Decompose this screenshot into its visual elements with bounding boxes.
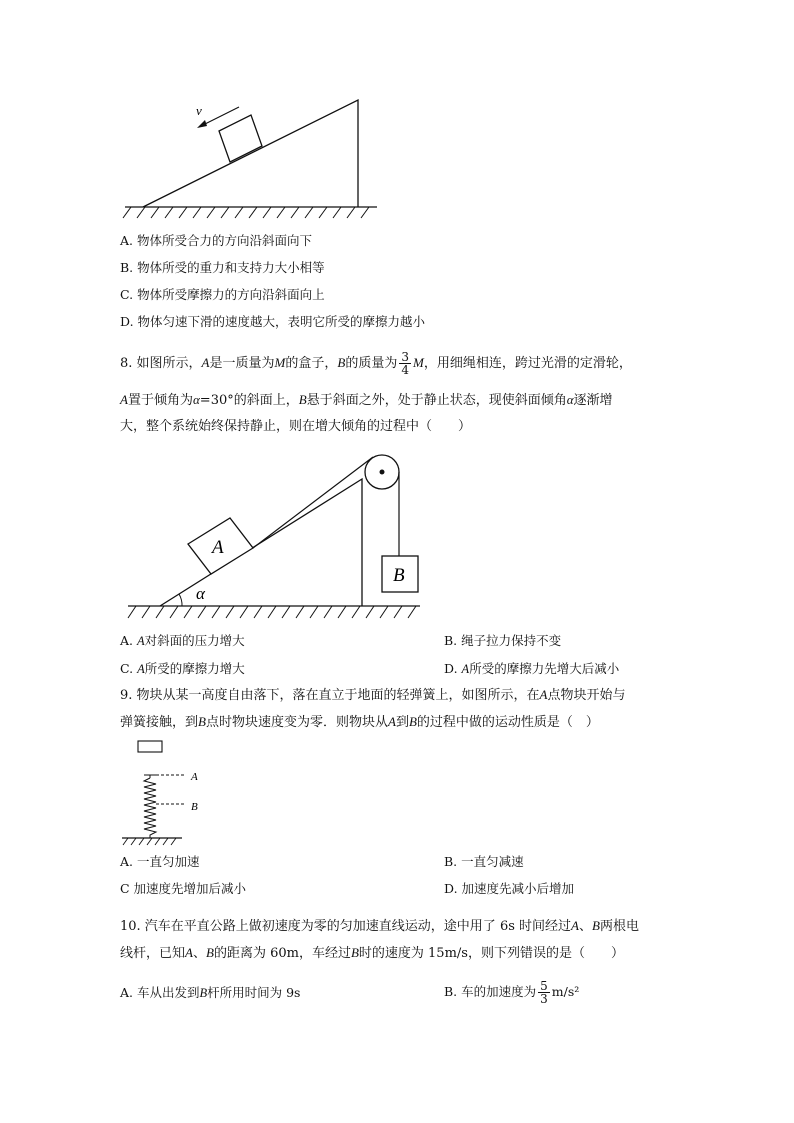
alpha-angle-label: α bbox=[196, 584, 205, 603]
q8-option-b: B. 绳子拉力保持不变 bbox=[444, 633, 562, 648]
q10-stem-line2: 线杆，已知A、B的距离为 60m，车经过B时的速度为 15m/s，则下列错误的是（ ） bbox=[120, 945, 624, 961]
q9-option-d: D. 加速度先减小后增加 bbox=[444, 881, 575, 896]
box-b-label: B bbox=[393, 565, 405, 586]
point-b-label: B bbox=[191, 801, 198, 813]
spring-figure-q9 bbox=[118, 738, 218, 848]
velocity-label: v bbox=[196, 103, 202, 118]
q7-option-a: A. 物体所受合力的方向沿斜面向下 bbox=[120, 233, 312, 248]
block-q7 bbox=[219, 115, 262, 162]
q8-option-a: A. A对斜面的压力增大 bbox=[120, 633, 245, 648]
q7-option-b: B. 物体所受的重力和支持力大小相等 bbox=[120, 260, 325, 275]
q7-option-c: C. 物体所受摩擦力的方向沿斜面向上 bbox=[120, 287, 325, 302]
q8-stem-line2: A置于倾角为α=30°的斜面上，B悬于斜面之外，处于静止状态，现使斜面倾角α逐渐增 bbox=[120, 392, 613, 408]
q8-stem-line1: 8. 如图所示，A是一质量为M的盒子，B的质量为 $\frac{3}{4}$ M，用细绳相连，跨过光滑的定滑轮， bbox=[120, 350, 632, 377]
point-a-label: A bbox=[191, 771, 198, 783]
q9-option-c: C 加速度先增加后减小 bbox=[120, 881, 247, 896]
box-a-label: A bbox=[212, 537, 224, 558]
q9-stem-line1: 9. 物块从某一高度自由落下，落在直立于地面的轻弹簧上，如图所示，在A点物块开始与 bbox=[120, 687, 626, 703]
falling-block bbox=[138, 741, 162, 752]
q10-stem-line1: 10. 汽车在平直公路上做初速度为零的匀加速直线运动，途中用了 6s 时间经过A、B两根电 bbox=[120, 918, 639, 934]
q8-option-c: C. A所受的摩擦力增大 bbox=[120, 661, 245, 676]
q9-option-a: A. 一直匀加速 bbox=[120, 854, 200, 869]
fraction-five-thirds: $\frac{5}{3}$ bbox=[540, 979, 548, 1006]
fraction-three-quarters: $\frac{3}{4}$ bbox=[401, 350, 409, 377]
q9-stem-line2: 弹簧接触，到B点时物块速度变为零．则物块从A到B的过程中做的运动性质是（ ） bbox=[120, 714, 599, 730]
q7-option-d: D. 物体匀速下滑的速度越大，表明它所受的摩擦力越小 bbox=[120, 314, 426, 329]
spring bbox=[144, 778, 156, 838]
q9-option-b: B. 一直匀减速 bbox=[444, 854, 524, 869]
q8-option-d: D. A所受的摩擦力先增大后减小 bbox=[444, 661, 620, 676]
q8-stem-line3: 大，整个系统始终保持静止，则在增大倾角的过程中（ ） bbox=[120, 419, 472, 434]
q10-option-b: B. 车的加速度为 $\frac{5}{3}$ m/s² bbox=[444, 979, 580, 1006]
incline-figure-q7 bbox=[115, 92, 385, 222]
q10-option-a: A. 车从出发到B杆所用时间为 9s bbox=[120, 985, 301, 1000]
pulley-incline-figure-q8 bbox=[120, 446, 430, 626]
